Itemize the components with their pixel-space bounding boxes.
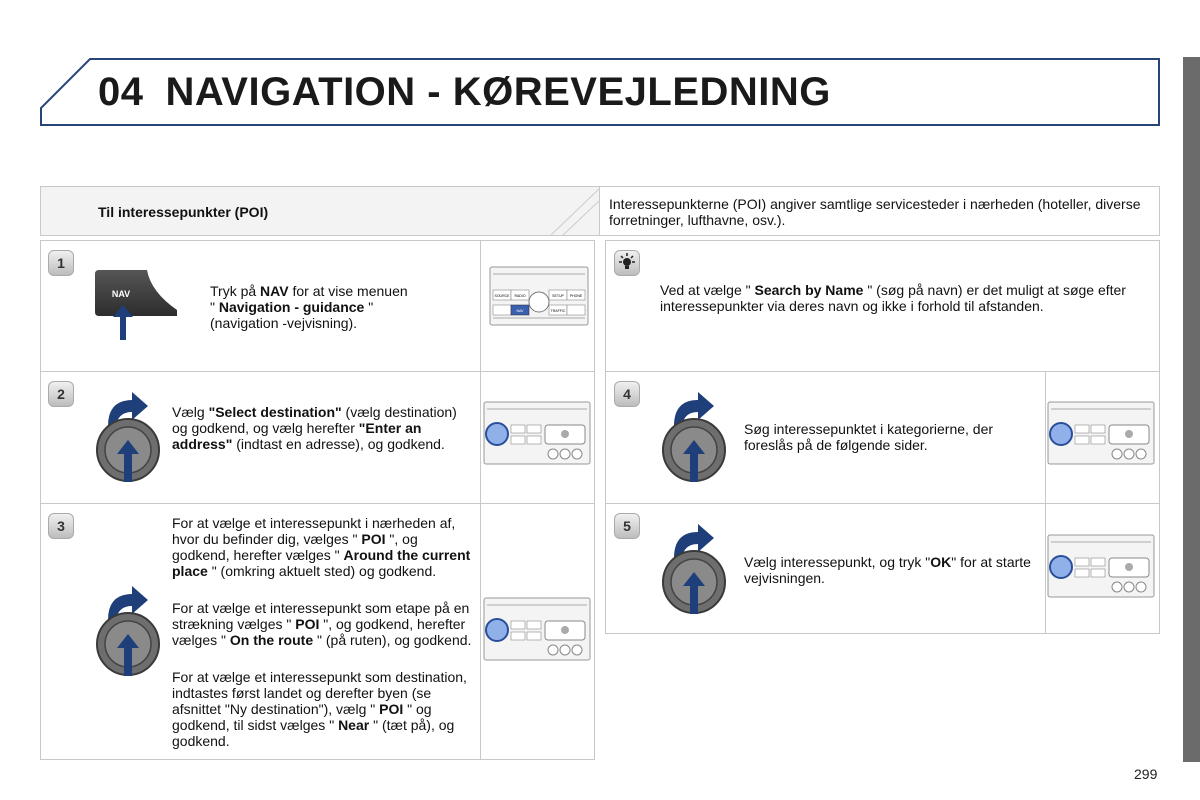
- emphasis-text: POI: [295, 616, 320, 632]
- emphasis-text: On the route: [229, 632, 314, 648]
- step-3-text-3: For at vælge et interessepunkt som destination, indtastes først landet og derefter byen (se afsnittet "Ny destination"), vælg " POI " og godkend, til sidst vælges " Near " (tæt på), og godkend.: [172, 669, 467, 749]
- control-panel-thumbnail: [483, 597, 593, 663]
- step-3-text-2: For at vælge et interessepunkt som etape på en strækning vælges " POI ", og godkend, herefter vælges " On the route " (på ruten), og godkend.: [172, 600, 472, 648]
- step-badge: 1: [48, 250, 74, 276]
- poi-section-title: Til interessepunkter (POI): [98, 204, 269, 220]
- poi-intro-text: Interessepunkterne (POI) angiver samtlige servicesteder i nærheden (hoteller, diverse forretninger, lufthavne, osv.).: [609, 196, 1141, 228]
- emphasis-text: "Select destination": [208, 404, 342, 420]
- emphasis-text: OK: [930, 554, 952, 570]
- lightbulb-icon: [614, 250, 640, 276]
- svg-text:SETUP: SETUP: [552, 294, 564, 298]
- step-2-text: Vælg "Select destination" (vælg destination) og godkend, og vælg herefter "Enter an address" (indtast en adresse), og godkend.: [172, 404, 457, 452]
- chapter-number: 04: [98, 70, 144, 114]
- step-badge: 2: [48, 381, 74, 407]
- rotary-knob-icon: [92, 388, 164, 488]
- svg-text:SOURCE: SOURCE: [494, 294, 510, 298]
- step-badge: 5: [614, 513, 640, 539]
- chapter-title-text: NAVIGATION - KØREVEJLEDNING: [165, 70, 831, 114]
- tip-text: Ved at vælge " Search by Name " (søg på navn) er det muligt at søge efter interessepunkter via deres navn og ikke i forhold til afstanden.: [660, 282, 1126, 314]
- emphasis-text: Around the current place: [172, 547, 471, 579]
- step-5-text: Vælg interessepunkt, og tryk "OK" for at starte vejvisningen.: [744, 554, 1031, 586]
- rotary-knob-icon: [658, 388, 730, 488]
- control-panel-thumbnail: [1047, 401, 1157, 467]
- svg-text:TRAFFIC: TRAFFIC: [550, 309, 566, 313]
- control-panel-thumbnail: [1047, 534, 1157, 600]
- svg-text:PHONE: PHONE: [569, 294, 583, 298]
- emphasis-text: "Enter an address": [172, 420, 422, 452]
- page-number: 299: [1134, 766, 1158, 782]
- svg-text:NAV: NAV: [516, 309, 524, 313]
- emphasis-text: NAV: [260, 283, 289, 299]
- radio-panel-thumbnail: [489, 266, 589, 326]
- step-3-text-1: For at vælge et interessepunkt i nærheden af, hvor du befinder dig, vælges " POI ", og godkend, herefter vælges " Around the current place " (omkring aktuelt sted) og godkend.: [172, 515, 471, 579]
- chapter-title: [98, 70, 831, 115]
- heading-corner-decoration: [530, 186, 602, 236]
- step-4-text: Søg interessepunktet i kategorierne, der foreslås på de følgende sider.: [744, 421, 994, 453]
- svg-text:RADIO: RADIO: [514, 294, 526, 298]
- rotary-knob-icon: [92, 582, 164, 682]
- nav-button-label: NAV: [111, 289, 131, 299]
- step-1-text: Tryk på NAV for at vise menuen " Navigation - guidance " (navigation -vejvisning).: [210, 283, 408, 331]
- rotary-knob-icon: [658, 520, 730, 620]
- emphasis-text: POI: [361, 531, 386, 547]
- step-badge: 4: [614, 381, 640, 407]
- chapter-tab-strip: [1183, 57, 1200, 762]
- step-badge: 3: [48, 513, 74, 539]
- emphasis-text: POI: [379, 701, 404, 717]
- emphasis-text: Near: [338, 717, 370, 733]
- emphasis-text: Search by Name: [754, 282, 864, 298]
- nav-button-illustration: [95, 270, 180, 342]
- control-panel-thumbnail: [483, 401, 593, 467]
- emphasis-text: Navigation - guidance: [218, 299, 365, 315]
